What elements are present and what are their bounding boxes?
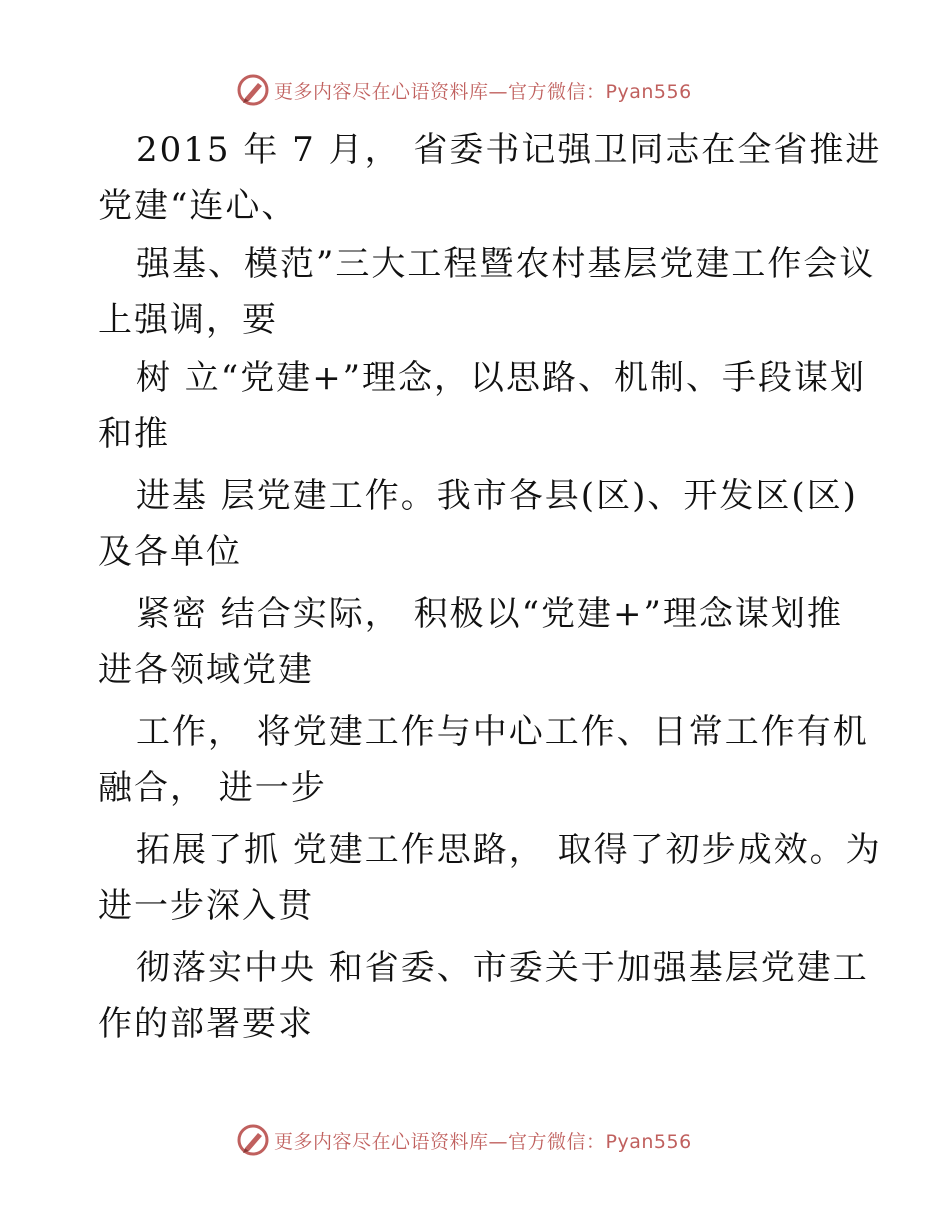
text-line: 强基、模范”三大工程暨农村基层党建工作会议 bbox=[136, 244, 876, 284]
header-watermark bbox=[236, 72, 692, 108]
text-line: 工作， 将党建工作与中心工作、日常工作有机 bbox=[136, 712, 869, 752]
text-line: 上强调，要 bbox=[98, 300, 278, 340]
text-line: 紧密 结合实际， 积极以“党建+”理念谋划推 bbox=[136, 594, 843, 634]
text-line: 党建“连心、 bbox=[98, 186, 298, 226]
text-line: 和推 bbox=[98, 414, 170, 454]
text-line: 彻落实中央 和省委、市委关于加强基层党建工 bbox=[136, 948, 869, 988]
watermark-text: 更多内容尽在心语资料库—官方微信：Pyan556 bbox=[274, 1130, 692, 1153]
pen-logo-icon bbox=[236, 73, 270, 107]
text-line: 树 立“党建+”理念，以思路、机制、手段谋划 bbox=[136, 358, 867, 398]
text-line: 及各单位 bbox=[98, 532, 242, 572]
text-line: 进一步深入贯 bbox=[98, 886, 314, 926]
text-line: 进各领域党建 bbox=[98, 650, 314, 690]
footer-watermark bbox=[236, 1122, 692, 1158]
text-line: 作的部署要求 bbox=[98, 1004, 314, 1044]
text-line: 2015 年 7 月， 省委书记强卫同志在全省推进 bbox=[136, 130, 882, 170]
pen-logo-icon bbox=[236, 1123, 270, 1157]
watermark-text: 更多内容尽在心语资料库—官方微信：Pyan556 bbox=[274, 80, 692, 103]
text-line: 进基 层党建工作。我市各县(区)、开发区(区) bbox=[136, 476, 858, 516]
text-line: 拓展了抓 党建工作思路， 取得了初步成效。为 bbox=[136, 830, 882, 870]
text-line: 融合， 进一步 bbox=[98, 768, 327, 808]
